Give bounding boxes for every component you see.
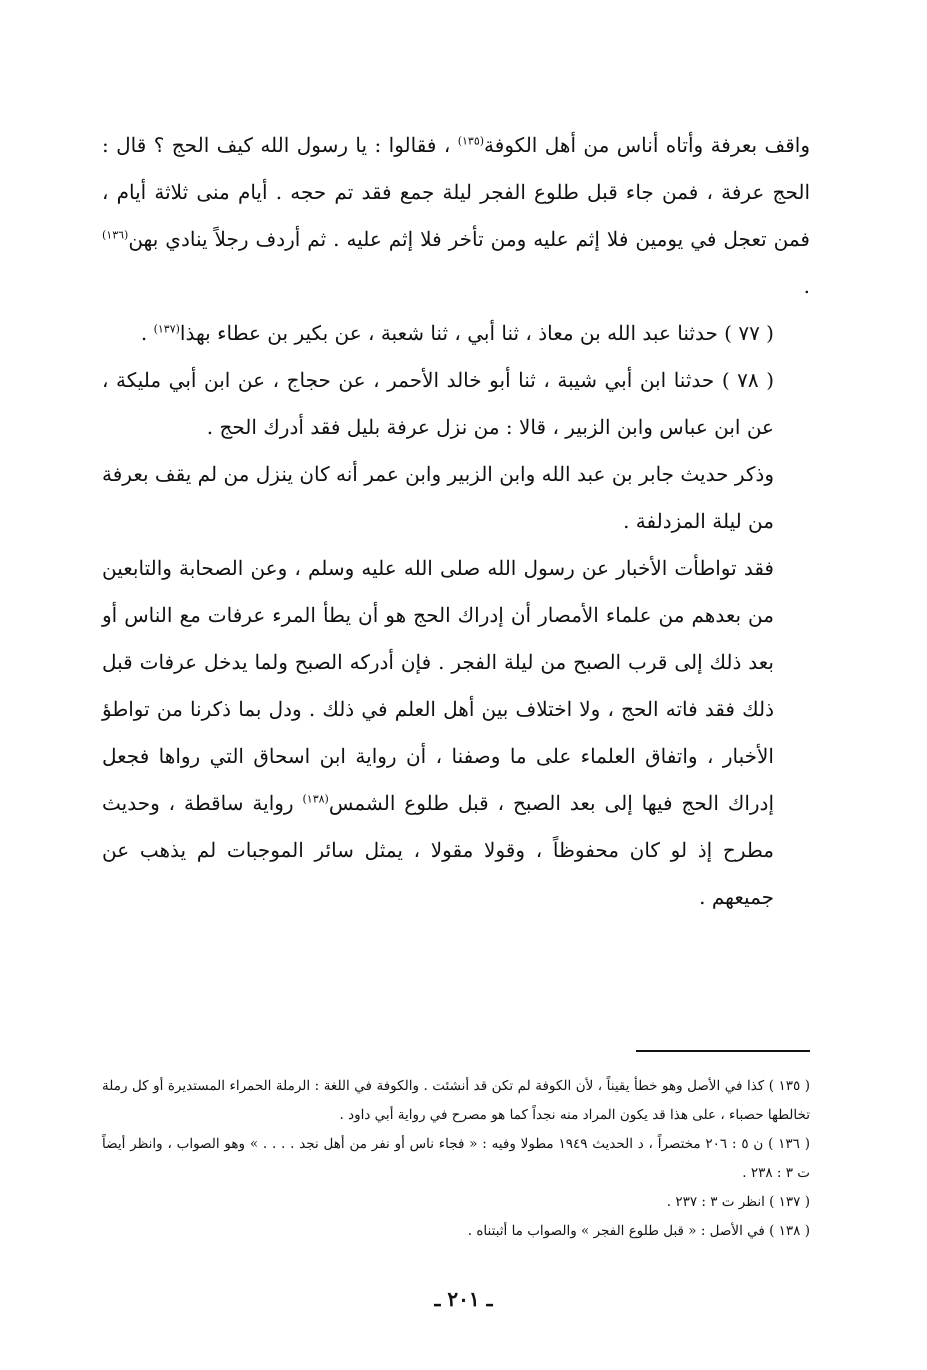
paragraph-5-part-b: رواية ساقطة ، وحديث مطرح إذ لو كان محفوظاً ، وقولا مقولا ، يمثل سائر الموجبات لم يذهب عن جميعهم . — [102, 791, 774, 909]
footnote-138: ( ١٣٨ ) في الأصل : « قبل طلوع الفجر » والصواب ما أثبتناه . — [467, 1223, 810, 1239]
paragraph-1-part-a: واقف بعرفة وأتاه أناس من أهل الكوفة — [484, 133, 811, 157]
paragraph-5-part-a: فقد تواطأت الأخبار عن رسول الله صلى الله عليه وسلم ، وعن الصحابة والتابعين من بعدهم من علماء الأمصار أن إدراك الحج هو أن يطأ المرء عرفات مع الناس أو بعد ذلك إلى قرب الصبح من ليلة الفجر . فإن أدركه الصبح ولما يدخل عرفات قبل ذلك فقد فاته الحج ، ولا اختلاف بين أهل العلم في ذلك . ودل بما ذكرنا من تواطؤ الأخبار ، واتفاق العلماء على ما وصفنا ، أن رواية ابن اسحاق التي رواها فجعل إدراك الحج فيها إلى بعد الصبح ، قبل طلوع الشمس — [102, 556, 775, 815]
footnote-ref-137[interactable]: (١٣٧) — [153, 322, 180, 336]
paragraph-2-part-a: ( ٧٧ ) حدثنا عبد الله بن معاذ ، ثنا أبي ، ثنا شعبة ، عن بكير بن عطاء بهذا — [179, 321, 774, 345]
footnote-135: ( ١٣٥ ) كذا في الأصل وهو خطأ يقيناً ، لأن الكوفة لم تكن قد أنشئت . والكوفة في اللغة : الرملة الحمراء المستديرة أو كل رملة تخالطها حصباء ، على هذا قد يكون المراد منه نجداً كما هو مصرح في رواية أبي داود . — [102, 1078, 810, 1123]
page-number: ـ ٢٠١ ـ — [434, 1287, 493, 1311]
footnote-ref-135[interactable]: (١٣٥) — [457, 134, 485, 148]
paragraph-4: وذكر حديث جابر بن عبد الله وابن الزبير وابن عمر أنه كان ينزل من لم يقف بعرفة من ليلة المزدلفة . — [102, 462, 774, 533]
paragraph-1-part-c: . — [803, 274, 810, 298]
footnote-ref-136[interactable]: (١٣٦) — [102, 228, 129, 242]
main-text — [102, 122, 810, 921]
paragraph-2 — [102, 310, 810, 357]
footnote-ref-138[interactable]: (١٣٨) — [302, 792, 329, 806]
paragraph-5 — [102, 545, 810, 921]
footnote-137: ( ١٣٧ ) انظر ت ٣ : ٢٣٧ . — [666, 1194, 810, 1210]
footnote-136: ( ١٣٦ ) ن ٥ : ٢٠٦ مختصراً ، د الحديث ١٩٤٩ مطولا وفيه : « فجاء ناس أو نفر من أهل نجد . . . . » وهو الصواب ، وانظر أيضاً ت ٣ : ٢٣٨ . — [102, 1136, 810, 1181]
paragraph-3: ( ٧٨ ) حدثنا ابن أبي شيبة ، ثنا أبو خالد الأحمر ، عن حجاج ، عن ابن أبي مليكة ، عن ابن عباس وابن الزبير ، قالا : من نزل عرفة بليل فقد أدرك الحج . — [102, 368, 775, 439]
footnotes — [102, 1072, 810, 1246]
paragraph-1 — [102, 122, 810, 310]
paragraph-2-part-b: . — [140, 321, 154, 345]
paragraph-1-part-b: ، فقالوا : يا رسول الله كيف الحج ؟ قال : الحج عرفة ، فمن جاء قبل طلوع الفجر ليلة جمع فقد تم حجه . أيام منى ثلاثة أيام ، فمن تعجل في يومين فلا إثم عليه ومن تأخر فلا إثم عليه . ثم أردف رجلاً ينادي بهن — [102, 133, 811, 251]
footnote-divider — [636, 1050, 810, 1052]
